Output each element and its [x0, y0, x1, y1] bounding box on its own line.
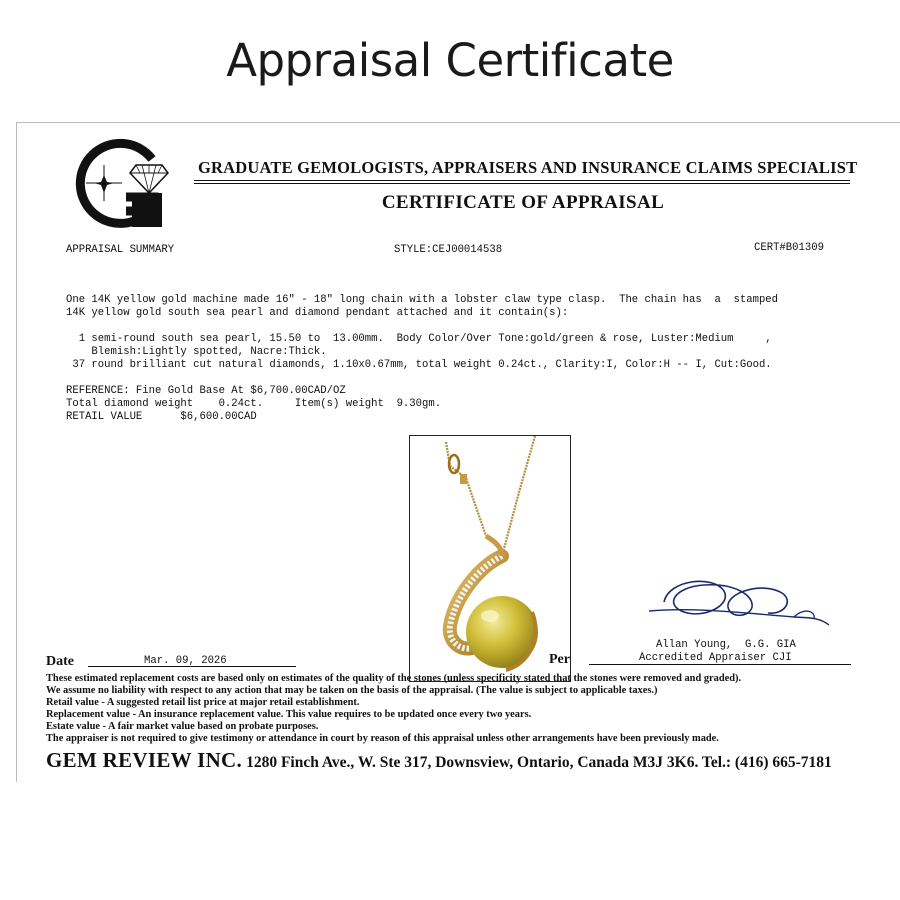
weights-line: Total diamond weight 0.24ct. Item(s) weight 9.30gm.: [66, 398, 442, 410]
certificate-title: CERTIFICATE OF APPRAISAL: [381, 192, 665, 213]
disclaimer-line: The appraiser is not required to give testimony or attendance in court by reason of this appraisal unless other arrangements have been previously made.: [46, 733, 719, 744]
company-footer: [46, 748, 832, 773]
header-rule-bottom: [194, 183, 850, 184]
page-heading: Appraisal Certificate: [226, 34, 674, 87]
style-number: STYLE:CEJ00014538: [394, 244, 503, 256]
left-rule: [16, 122, 17, 782]
summary-label: APPRAISAL SUMMARY: [66, 244, 175, 256]
reference-line: REFERENCE: Fine Gold Base At $6,700.00CAD/OZ: [66, 385, 346, 397]
disclaimer-line: We assume no liability with respect to any action that may be taken on the basis of the appraisal. (The value is subject to applicable taxes.): [46, 685, 658, 696]
date-value: Mar. 09, 2026: [144, 655, 227, 667]
item-diamonds: 37 round brilliant cut natural diamonds, 1.10x0.67mm, total weight 0.24ct., Clarity:I, Color:H -- I, Cut:Good.: [66, 359, 772, 371]
date-label: Date: [46, 654, 74, 669]
item-pearl-line-1: 1 semi-round south sea pearl, 15.50 to 13.00mm. Body Color/Over Tone:gold/green & rose, Luster:Medium ,: [66, 333, 772, 345]
item-pearl-line-2: Blemish:Lightly spotted, Nacre:Thick.: [66, 346, 327, 358]
top-rule: [16, 122, 900, 123]
certificate: [16, 122, 900, 782]
company-address: 1280 Finch Ave., W. Ste 317, Downsview, Ontario, Canada M3J 3K6. Tel.: (416) 665-7181: [246, 754, 832, 771]
disclaimer-line: These estimated replacement costs are based only on estimates of the quality of the stones (unless specificity stated that the stones were removed and graded).: [46, 673, 742, 684]
company-name: GEM REVIEW INC.: [46, 748, 243, 772]
header-rule-top: [194, 180, 850, 181]
description-line-2: 14K yellow gold south sea pearl and diamond pendant attached and it contain(s):: [66, 307, 569, 319]
g-diamond-logo-icon: [74, 135, 174, 235]
per-label: Per: [549, 652, 570, 667]
cert-number: CERT#B01309: [754, 242, 824, 254]
disclaimer-line: Estate value - A fair market value based on probate purposes.: [46, 721, 319, 732]
description-line-1: One 14K yellow gold machine made 16" - 18" long chain with a lobster claw type clasp. The chain has a stamped: [66, 294, 779, 306]
per-line: [589, 664, 851, 665]
pearl-pendant-photo-icon: [409, 435, 571, 682]
appraiser-name: Allan Young, G.G. GIA: [656, 639, 796, 651]
header-organization: GRADUATE GEMOLOGISTS, APPRAISERS AND INSURANCE CLAIMS SPECIALIST: [198, 158, 858, 177]
appraiser-title: Accredited Appraiser CJI: [639, 652, 792, 664]
signature-scribble-icon: [644, 567, 834, 637]
retail-value: RETAIL VALUE $6,600.00CAD: [66, 411, 257, 423]
disclaimer-line: Retail value - A suggested retail list price at major retail establishment.: [46, 697, 360, 708]
disclaimer-line: Replacement value - An insurance replacement value. This value requires to be updated once every two years.: [46, 709, 532, 720]
